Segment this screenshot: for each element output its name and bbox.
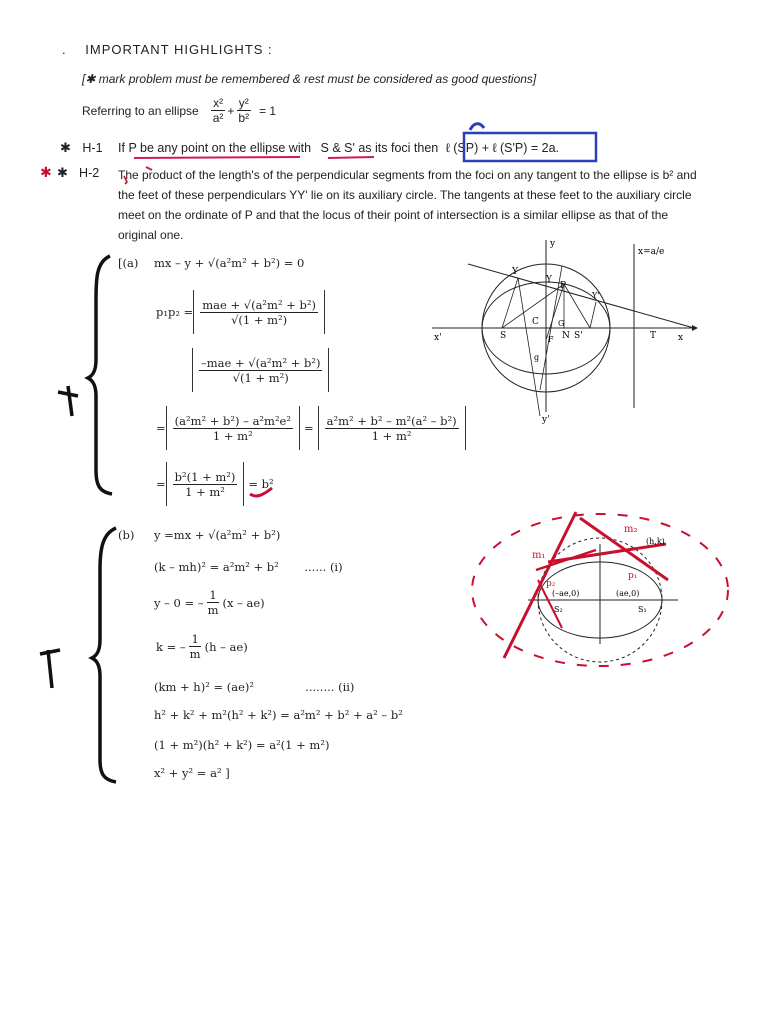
part-b-l1: y =mx + √(a²m² + b²) — [154, 528, 281, 542]
header-note: [✱ mark problem must be remembered & rest must be considered as good questions] — [82, 72, 537, 86]
h1-boxed-result: ℓ (SP) + ℓ (S'P) = 2a. — [445, 141, 560, 155]
part-b-l2: (k – mh)² = a²m² + b² ...... (i) — [154, 560, 343, 574]
label-y: y — [550, 239, 556, 249]
perp-2 — [590, 302, 596, 328]
ellipse-diagram-1 — [428, 236, 704, 426]
part-b-l5: (km + h)² = (ae)² ........ (ii) — [154, 680, 355, 694]
pink-tick — [146, 167, 152, 170]
fraction-2-num: –mae + √(a²m² + b²) — [201, 355, 321, 370]
l3-right: (x – ae) — [222, 595, 265, 610]
h2-label: H-2 — [79, 166, 100, 180]
label-Y1: Y — [546, 275, 552, 285]
label-p2: p₂ — [546, 579, 556, 589]
red-star-icon: ✱ — [40, 164, 52, 180]
label-focus-right: (ae,0) — [616, 589, 640, 598]
intro-eq: = 1 — [259, 103, 277, 118]
fraction-5-num: b²(1 + m²) — [174, 469, 236, 484]
red-mark — [124, 176, 127, 184]
fraction-3-den: 1 + m² — [212, 428, 253, 443]
heading-bullet: . — [62, 42, 67, 57]
intro-text: Referring to an ellipse — [82, 103, 199, 118]
label-P: P — [560, 281, 567, 291]
fraction-1-num: mae + √(a²m² + b²) — [202, 297, 316, 312]
heading-title: IMPORTANT HIGHLIGHTS : — [85, 42, 273, 57]
label-p1: p₁ — [628, 571, 638, 581]
label-hk: (h,k) — [646, 537, 665, 546]
label-T: T — [650, 331, 657, 341]
p1p2-label: p₁p₂ = — [156, 305, 194, 319]
h1-label: H-1 — [82, 141, 103, 155]
l3-left: y – 0 = – — [154, 595, 204, 610]
h2-paragraph: The product of the length's of the perpendicular segments from the foci on any tangent to the ellipse is b² and the feet of these perpendiculars YY' lie on its auxiliary circle. The tangents at these feet to the auxiliary circle meet on the ordinate of P and that the locus of their point of intersection is a similar ellipse as that of the original one. — [118, 168, 697, 242]
label-G: G — [558, 319, 565, 328]
x-num: x² — [213, 96, 224, 110]
tangent-line — [468, 264, 694, 328]
label-s2: S₂ — [554, 605, 563, 614]
h1-with: with — [288, 141, 312, 155]
x-den: a² — [212, 111, 224, 125]
part-b-label: (b) — [118, 528, 135, 542]
focal-2 — [564, 284, 590, 328]
fraction-3-num: (a²m² + b²) – a²m²e² — [174, 413, 291, 428]
red-check-icon — [250, 488, 272, 496]
equals-3: = — [156, 477, 166, 491]
label-x-neg: x' — [434, 333, 442, 343]
l3-den: m — [207, 603, 219, 617]
hand-mark-a — [58, 386, 78, 416]
l4-left: k = – — [156, 639, 186, 654]
part-b-l6: h² + k² + m²(h² + k²) = a²m² + b² + a² – b² — [154, 708, 403, 722]
label-Sprime: S' — [574, 331, 583, 341]
star-icon: ✱ — [60, 140, 71, 155]
label-x: x — [678, 333, 684, 343]
label-focus-left: (–ae,0) — [552, 589, 580, 598]
part-a-result: = b² — [248, 477, 274, 491]
fraction-2-den: √(1 + m²) — [232, 370, 289, 385]
y-den: b² — [238, 111, 250, 125]
y-num: y² — [238, 96, 249, 110]
fraction-1-den: √(1 + m²) — [231, 312, 288, 327]
l4-right: (h – ae) — [204, 639, 248, 654]
label-S: S — [500, 331, 507, 341]
l3-num: 1 — [209, 588, 217, 602]
label-g: g — [534, 353, 540, 362]
fraction-4-num: a²m² + b² – m²(a² – b²) — [326, 413, 457, 428]
hand-mark-b — [40, 650, 60, 688]
ellipse-diagram-2 — [456, 508, 736, 674]
l4-den: m — [189, 647, 201, 661]
label-m1: m₁ — [532, 550, 546, 561]
h1-as-foci: as its foci then — [358, 141, 439, 155]
underline-foci — [328, 157, 374, 158]
label-N: N — [562, 331, 570, 341]
label-m2: m₂ — [624, 524, 638, 535]
brace-b — [92, 528, 116, 782]
brace-a — [88, 256, 112, 494]
h1-foci-names: S & S' — [320, 141, 355, 155]
l4-num: 1 — [191, 632, 199, 646]
part-a-eq1: mx – y + √(a²m² + b²) = 0 — [154, 256, 305, 270]
h1-point-text: P be any point on the ellipse — [128, 141, 286, 155]
label-y-neg: y' — [542, 415, 550, 425]
underline-point — [134, 157, 300, 158]
equals-1: = — [156, 421, 166, 435]
blue-box — [464, 133, 596, 161]
part-a-label: [(a) — [118, 256, 139, 270]
label-directrix: x=a/e — [638, 247, 665, 257]
part-b-l8: x² + y² = a² ] — [154, 766, 230, 780]
chord — [518, 278, 540, 416]
fraction-5-den: 1 + m² — [185, 484, 225, 499]
blue-mark — [470, 124, 484, 130]
equals-2: = — [303, 421, 314, 435]
label-s1: S₁ — [638, 605, 647, 614]
star-icon: ✱ — [56, 165, 68, 180]
label-F: F — [548, 335, 554, 344]
perp-1 — [502, 278, 518, 328]
label-C: C — [532, 317, 539, 327]
intro-plus: + — [227, 103, 235, 118]
h1-if: If — [118, 141, 125, 155]
label-Y: Y — [512, 267, 518, 277]
label-Yprime: Y' — [592, 291, 600, 300]
fraction-4-den: 1 + m² — [371, 428, 412, 443]
part-b-l7: (1 + m²)(h² + k²) = a²(1 + m²) — [154, 738, 330, 752]
